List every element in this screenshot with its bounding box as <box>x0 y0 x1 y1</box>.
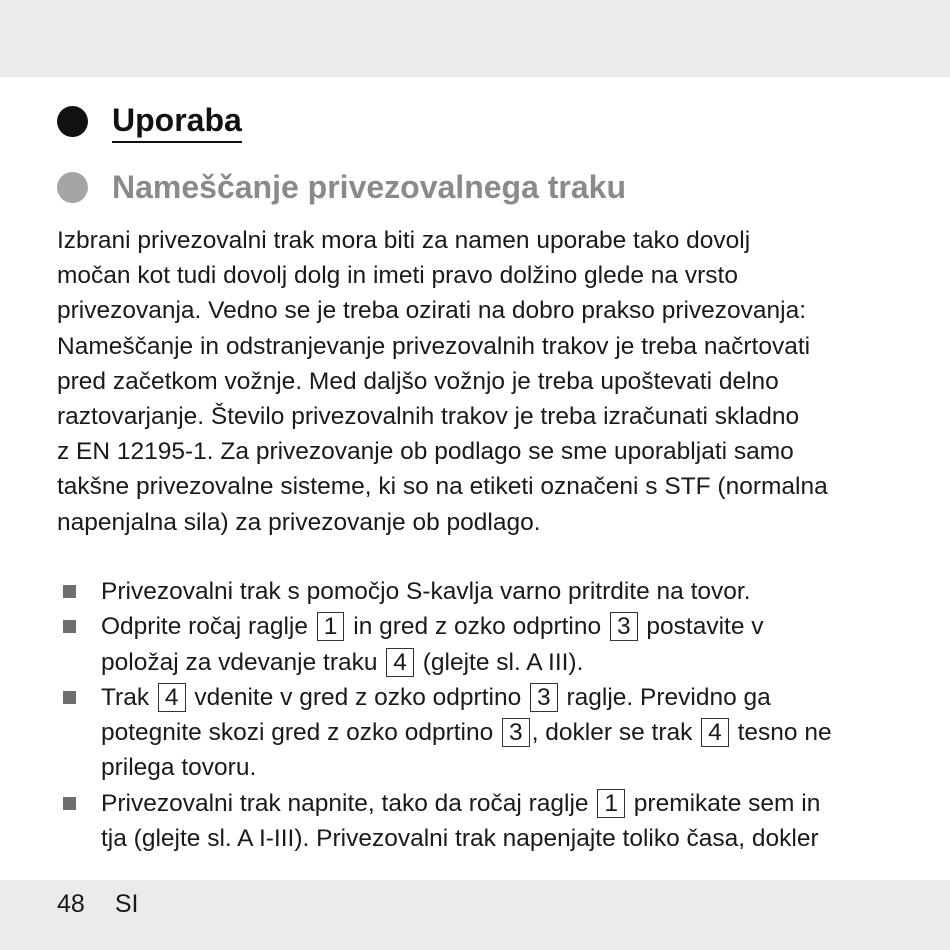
paragraph-line: Izbrani privezovalni trak mora biti za namen uporabe tako dovolj <box>57 227 751 254</box>
paragraph-line: privezovanja. Vedno se je treba ozirati na dobro prakso privezovanja: <box>57 297 807 325</box>
heading-text: Uporaba <box>112 100 242 143</box>
list-item-text: položaj za vdevanje traku <box>101 648 385 676</box>
list-item-text: postavite v <box>639 613 764 641</box>
list-item-text: potegnite skozi gred z ozko odprtino <box>101 719 501 747</box>
page-footer <box>57 886 138 922</box>
paragraph-line: Nameščanje in odstranjevanje privezovalnih trakov je treba načrtovati <box>57 332 811 360</box>
list-item-text: raglje. Previdno ga <box>559 683 771 711</box>
list-item-text: premikate sem in <box>626 789 821 817</box>
square-bullet-icon <box>63 691 76 704</box>
part-reference-number: 1 <box>597 789 625 818</box>
list-item-text: in gred z ozko odprtino <box>346 613 608 641</box>
body-paragraph <box>57 223 897 540</box>
list-item <box>57 786 917 857</box>
list-item-text: tesno ne <box>730 719 832 747</box>
paragraph-line: z EN 12195-1. Za privezovanje ob podlago se sme uporabljati samo <box>57 438 794 466</box>
part-reference-number: 4 <box>701 718 729 747</box>
paragraph-line: takšne privezovalne sisteme, ki so na etiketi označeni s STF (normalna <box>57 473 828 501</box>
subheading-text: Nameščanje privezovalnega traku <box>112 169 627 205</box>
paragraph-line: raztovarjanje. Število privezovalnih trakov je treba izračunati skladno <box>57 403 800 431</box>
list-item-text: Trak <box>101 683 156 711</box>
list-item-line <box>101 821 917 856</box>
section-heading-uporaba <box>57 100 242 143</box>
square-bullet-icon <box>63 797 76 810</box>
list-item-text: tja (glejte sl. A I-III). Privezovalni trak napenjajte toliko časa, dokler <box>101 825 819 853</box>
paragraph-line: napenjalna sila) za privezovanje ob podlago. <box>57 508 541 536</box>
square-bullet-icon <box>63 620 76 633</box>
list-item <box>57 574 917 609</box>
part-reference-number: 4 <box>158 683 186 712</box>
list-item <box>57 609 917 680</box>
part-reference-number: 3 <box>502 718 530 747</box>
list-item-text: (glejte sl. A III). <box>415 648 584 676</box>
list-item-line <box>101 609 917 644</box>
list-item-line <box>101 715 917 750</box>
list-item-line <box>101 786 917 821</box>
page-number: 48 <box>57 890 85 918</box>
list-item-line <box>101 574 917 609</box>
list-item-line <box>101 680 917 715</box>
list-item-text: Privezovalni trak napnite, tako da ročaj raglje <box>101 789 596 817</box>
paragraph-line: močan kot tudi dovolj dolg in imeti pravo dolžino glede na vrsto <box>57 262 738 290</box>
list-item-text: , dokler se trak <box>531 719 700 747</box>
part-reference-number: 3 <box>610 612 638 641</box>
list-item <box>57 680 917 786</box>
list-item-line <box>101 645 917 680</box>
list-item-text: Privezovalni trak s pomočjo S-kavlja varno pritrdite na tovor. <box>101 578 751 605</box>
bottom-band <box>0 880 950 950</box>
black-bullet-icon <box>57 106 88 137</box>
list-item-line <box>101 750 917 785</box>
part-reference-number: 1 <box>317 612 345 641</box>
gray-bullet-icon <box>57 172 88 203</box>
list-item-text: Odprite ročaj raglje <box>101 613 315 641</box>
language-code: SI <box>114 890 139 918</box>
part-reference-number: 3 <box>530 683 558 712</box>
list-item-text: prilega tovoru. <box>101 754 257 782</box>
subsection-heading <box>57 167 626 207</box>
square-bullet-icon <box>63 585 76 598</box>
list-item-text: vdenite v gred z ozko odprtino <box>187 683 529 711</box>
paragraph-line: pred začetkom vožnje. Med daljšo vožnjo je treba upoštevati delno <box>57 367 779 395</box>
part-reference-number: 4 <box>386 648 414 677</box>
instruction-list <box>57 574 917 856</box>
top-band <box>0 0 950 77</box>
